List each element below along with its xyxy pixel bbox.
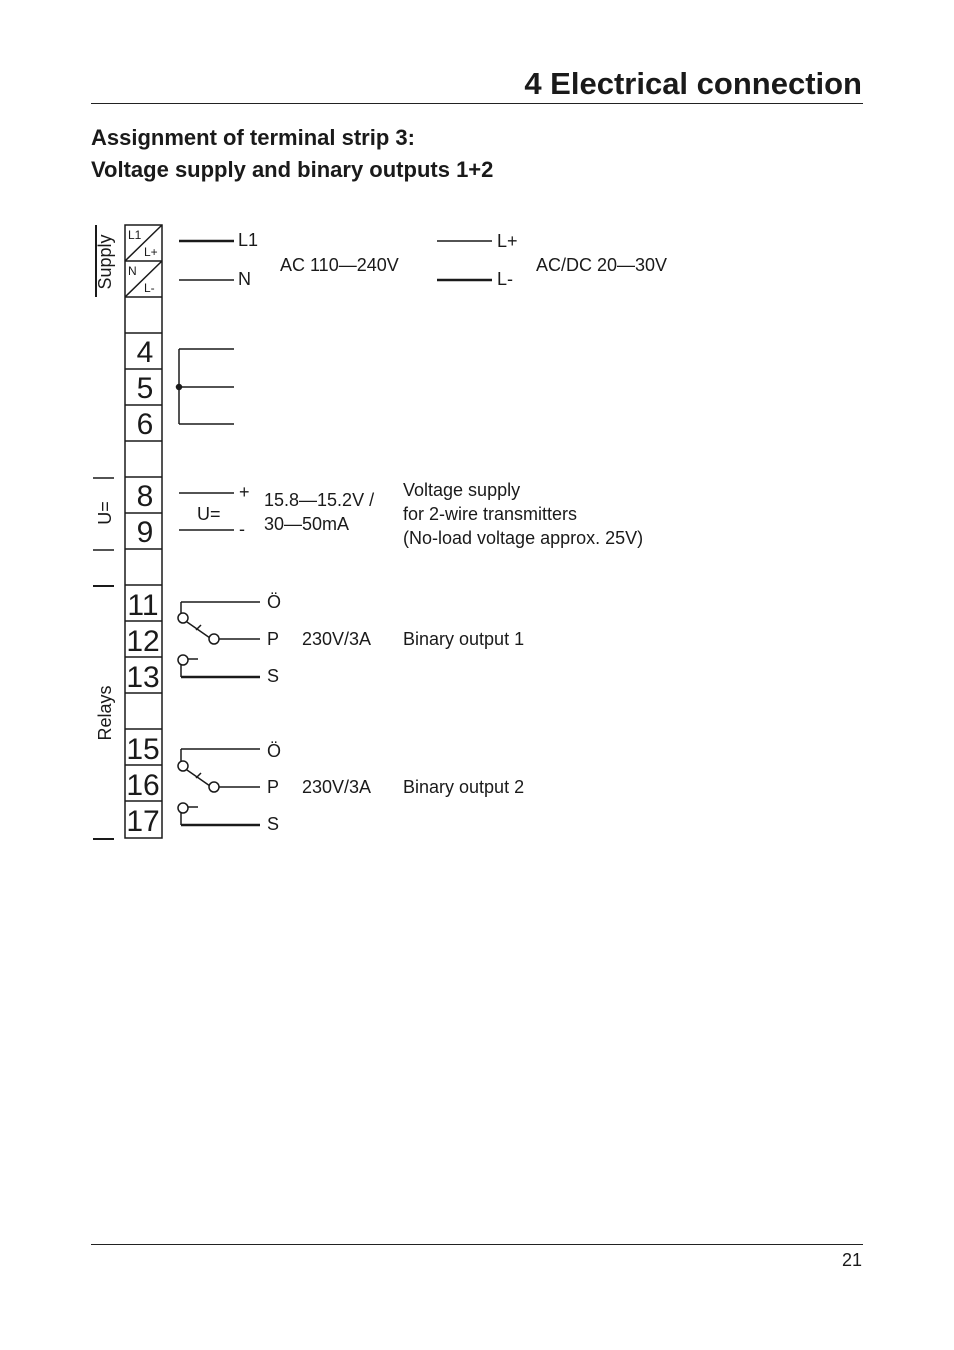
terminal-number: 16 — [126, 769, 160, 802]
minus-terminal-label: - — [239, 519, 245, 539]
transmitter-desc-line-1: Voltage supply — [403, 480, 521, 500]
dc-wire-l-plus-label: L+ — [497, 231, 518, 251]
relay-2-symbol — [178, 749, 260, 825]
side-brackets — [93, 225, 114, 839]
terminal-number: 15 — [126, 733, 160, 766]
terminal-number: 17 — [126, 805, 160, 838]
terminal-l1: L1 — [128, 228, 142, 242]
terminal-number: 12 — [126, 625, 160, 658]
terminal-number: 11 — [127, 589, 159, 622]
footer-rule — [91, 1244, 863, 1245]
terminal-number: 8 — [136, 480, 154, 513]
page-number: 21 — [841, 1250, 862, 1270]
relay-1-contact-o: Ö — [267, 592, 282, 612]
terminal-number: 9 — [136, 516, 154, 549]
ac-wire-l1-label: L1 — [238, 230, 259, 250]
transmitter-rating-line-2: 30—50mA — [264, 514, 350, 534]
relays-side-label: Relays — [95, 685, 115, 741]
plus-terminal-label: + — [239, 482, 250, 502]
relay-2-contact-s: S — [267, 814, 280, 834]
section-heading-line-2: Voltage supply and binary outputs 1+2 — [91, 157, 494, 182]
terminal-number: 6 — [136, 408, 154, 441]
chapter-title: 4 Electrical connection — [524, 66, 862, 101]
u-dc-side-label: U= — [95, 501, 115, 525]
relay-1-contact-p: P — [267, 629, 280, 649]
ac-voltage-label: AC 110—240V — [280, 255, 399, 275]
bridge-4-5-6 — [177, 349, 235, 424]
relay-2-rating: 230V/3A — [302, 777, 372, 797]
transmitter-desc-line-2: for 2-wire transmitters — [403, 504, 578, 524]
terminal-n: N — [128, 264, 137, 278]
relay-1-contact-s: S — [267, 666, 280, 686]
relay-1-symbol — [178, 602, 260, 677]
supply-side-label: Supply — [95, 234, 115, 290]
terminal-l-plus: L+ — [144, 245, 158, 259]
dc-wire-l-minus-label: L- — [497, 269, 514, 289]
terminal-number: 5 — [136, 372, 154, 405]
transmitter-rating-line-1: 15.8—15.2V / — [264, 490, 375, 510]
dc-voltage-label: AC/DC 20—30V — [536, 255, 668, 275]
relay-2-label: Binary output 2 — [403, 777, 525, 797]
u-dc-symbol: U= — [197, 504, 221, 524]
terminal-l-minus: L- — [144, 281, 155, 295]
terminal-number: 4 — [136, 336, 154, 369]
relay-2-contact-o: Ö — [267, 741, 282, 761]
terminal-number: 13 — [126, 661, 160, 694]
section-heading-line-1: Assignment of terminal strip 3: — [91, 125, 415, 150]
relay-1-rating: 230V/3A — [302, 629, 372, 649]
terminal-numbers — [126, 336, 159, 838]
ac-wire-n-label: N — [238, 269, 251, 289]
relay-1-label: Binary output 1 — [403, 629, 525, 649]
transmitter-desc-line-3: (No-load voltage approx. 25V) — [403, 528, 644, 548]
relay-2-contact-p: P — [267, 777, 280, 797]
